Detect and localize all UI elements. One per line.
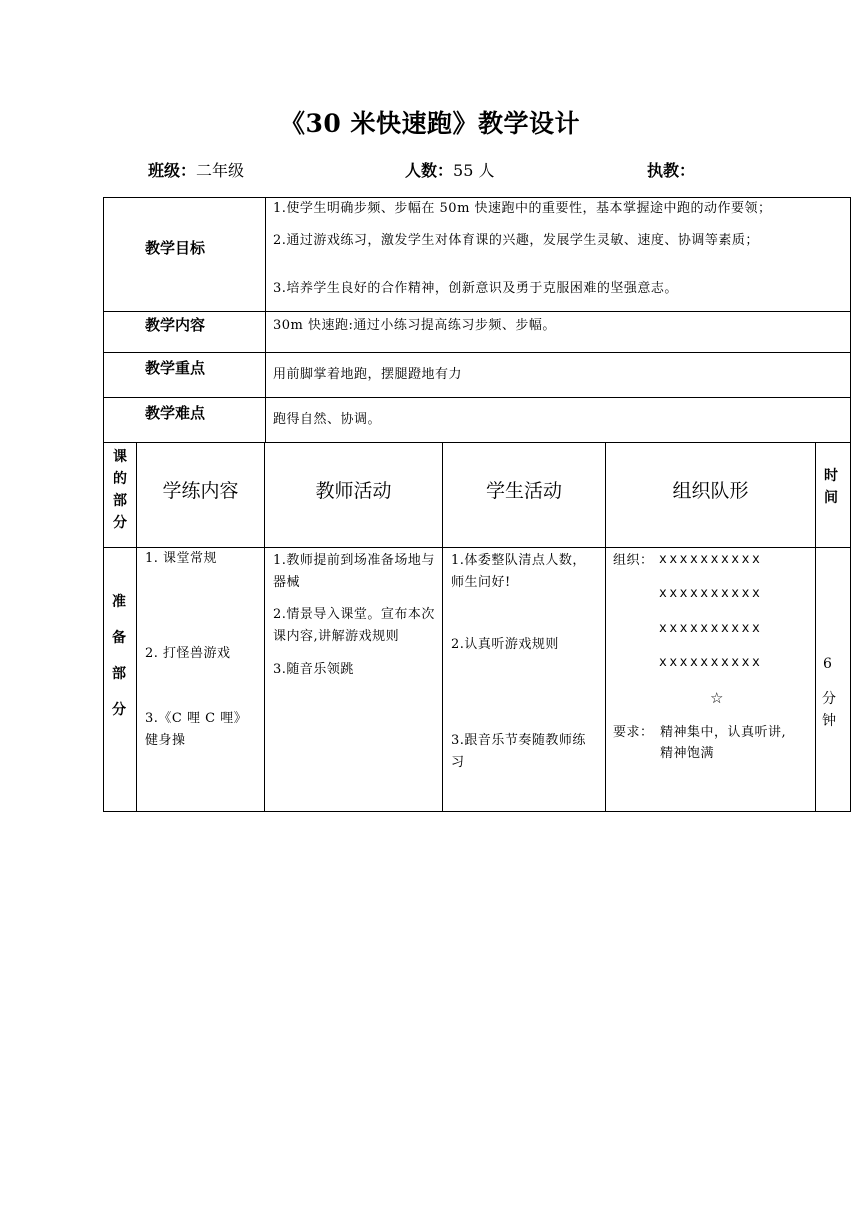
teacher-label: 执教： — [647, 161, 696, 180]
count-value: 55 人 — [453, 161, 495, 180]
time-unit: 分钟 — [822, 691, 836, 729]
prep-part-label: 准备部分 — [112, 594, 126, 718]
count-label: 人数： — [405, 161, 454, 180]
requirement-label: 要求： — [613, 725, 654, 740]
row-divider — [103, 311, 851, 312]
class-info — [148, 158, 244, 181]
practice-header: 学练内容 — [162, 480, 239, 502]
class-value: 二年级 — [196, 161, 245, 180]
key-point-value: 用前脚掌着地跑，摆腿蹬地有力 — [273, 367, 463, 382]
count-info — [405, 158, 494, 181]
part-header: 课的部分 — [113, 449, 127, 531]
table-border-right — [850, 197, 851, 812]
practice-item-1: 1. 课堂常规 — [145, 551, 218, 566]
table-border-left — [103, 197, 104, 812]
goal-1: 1.使学生明确步频、步幅在 50m 快速跑中的重要性，基本掌握途中跑的动作要领； — [273, 201, 772, 216]
formation-header: 组织队形 — [672, 480, 749, 502]
time-value: 6 — [823, 656, 832, 672]
teacher-star-icon: ☆ — [710, 689, 724, 707]
formation-label: 组织： — [613, 553, 654, 568]
table-border-bottom — [103, 811, 851, 812]
formation-row: xxxxxxxxxx — [659, 586, 763, 601]
requirement-line-2: 精神饱满 — [660, 746, 715, 761]
goal-2: 2.通过游戏练习，激发学生对体育课的兴趣，发展学生灵敏、速度、协调等素质； — [273, 233, 759, 248]
formation-row: xxxxxxxxxx — [659, 621, 763, 636]
key-point-label: 教学重点 — [145, 359, 206, 377]
requirement-line-1: 精神集中，认真听讲, — [660, 725, 787, 740]
row-divider — [103, 352, 851, 353]
difficulty-value: 跑得自然、协调。 — [273, 412, 382, 427]
teacher-activity-3: 3.随音乐领跳 — [273, 662, 354, 677]
teacher-activity-2: 2.情景导入课堂。宣布本次课内容,讲解游戏规则 — [273, 607, 435, 644]
student-activity-2: 2.认真听游戏规则 — [451, 637, 559, 652]
class-label: 班级： — [148, 161, 197, 180]
student-activity-3: 3.跟音乐节奏随教师练习 — [451, 733, 586, 770]
practice-item-3: 3.《C 哩 C 哩》健身操 — [145, 711, 248, 748]
teacher-info — [647, 158, 695, 181]
teacher-activity-1: 1.教师提前到场准备场地与器械 — [273, 553, 435, 590]
difficulty-label: 教学难点 — [145, 404, 206, 422]
row-divider — [103, 442, 851, 443]
content-value: 30m 快速跑:通过小练习提高练习步频、步幅。 — [273, 318, 556, 333]
student-header: 学生活动 — [485, 480, 562, 502]
label-column-divider — [265, 197, 266, 443]
time-header: 时间 — [824, 468, 838, 506]
column-divider — [815, 442, 816, 812]
formation-row: xxxxxxxxxx — [659, 552, 763, 567]
goals-label: 教学目标 — [145, 239, 206, 257]
teacher-header: 教师活动 — [315, 480, 392, 502]
formation-row: xxxxxxxxxx — [659, 655, 763, 670]
goal-3: 3.培养学生良好的合作精神，创新意识及勇于克服困难的坚强意志。 — [273, 281, 678, 296]
content-label: 教学内容 — [145, 316, 206, 334]
row-divider — [103, 397, 851, 398]
document-title: 《30 米快速跑》教学设计 — [280, 109, 580, 138]
practice-item-2: 2. 打怪兽游戏 — [145, 646, 231, 661]
student-activity-1: 1.体委整队清点人数，师生问好! — [451, 553, 586, 590]
